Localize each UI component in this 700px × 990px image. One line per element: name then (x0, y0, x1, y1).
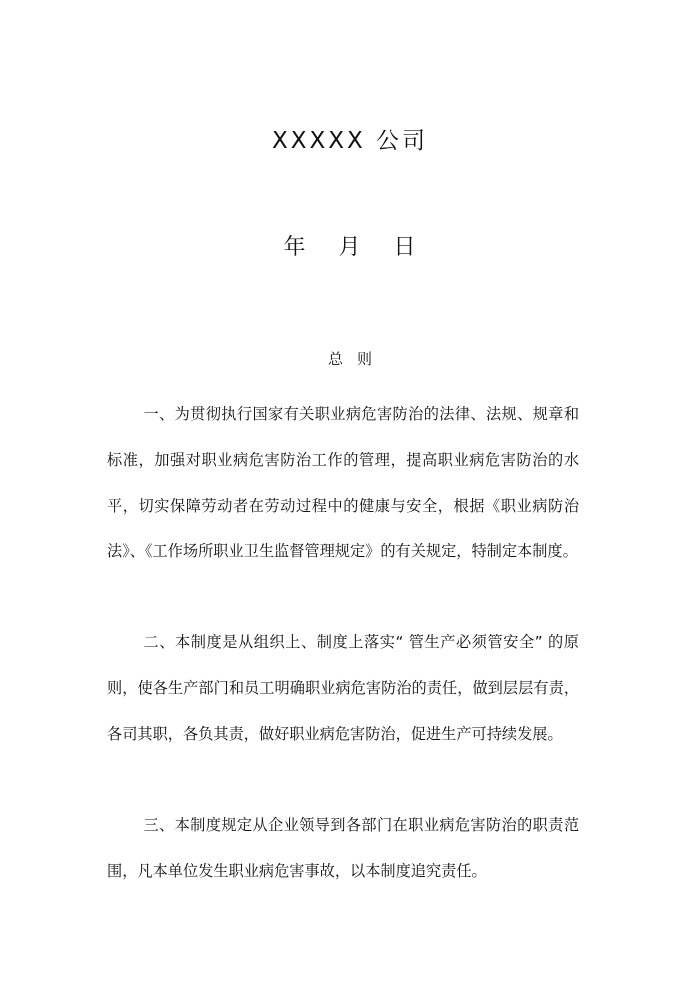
date-line (0, 230, 700, 261)
date-year-label: 年 (283, 235, 307, 260)
paragraph-1-block (107, 392, 579, 575)
paragraph: 一、为贯彻执行国家有关职业病危害防治的法律、法规、规章和标准，加强对职业病危害防治工作的管理，提高职业病危害防治的水平，切实保障劳动者在劳动过程中的健康与安全，根据《职业病防治法》、《工作场所职业卫生监督管理规定》的有关规定，特制定本制度。 (107, 405, 579, 561)
date-month-label: 月 (338, 235, 362, 260)
paragraph: 二、本制度是从组织上、制度上落实“ 管生产必须管安全” 的原则，使各生产部门和员工明确职业病危害防治的责任，做到层层有责，各司其职，各负其责，做好职业病危害防治，促进生产可持续发展。 (107, 633, 579, 743)
paragraph-2-block (107, 620, 579, 757)
section-title: 总则 (327, 350, 386, 368)
company-title: XXXXX 公司 (271, 128, 429, 154)
paragraph: 三、本制度规定从企业领导到各部门在职业病危害防治的职责范围，凡本单位发生职业病危害事故，以本制度追究责任。 (107, 816, 579, 880)
date-day-label: 日 (393, 235, 417, 260)
paragraph-3-block (107, 803, 579, 895)
